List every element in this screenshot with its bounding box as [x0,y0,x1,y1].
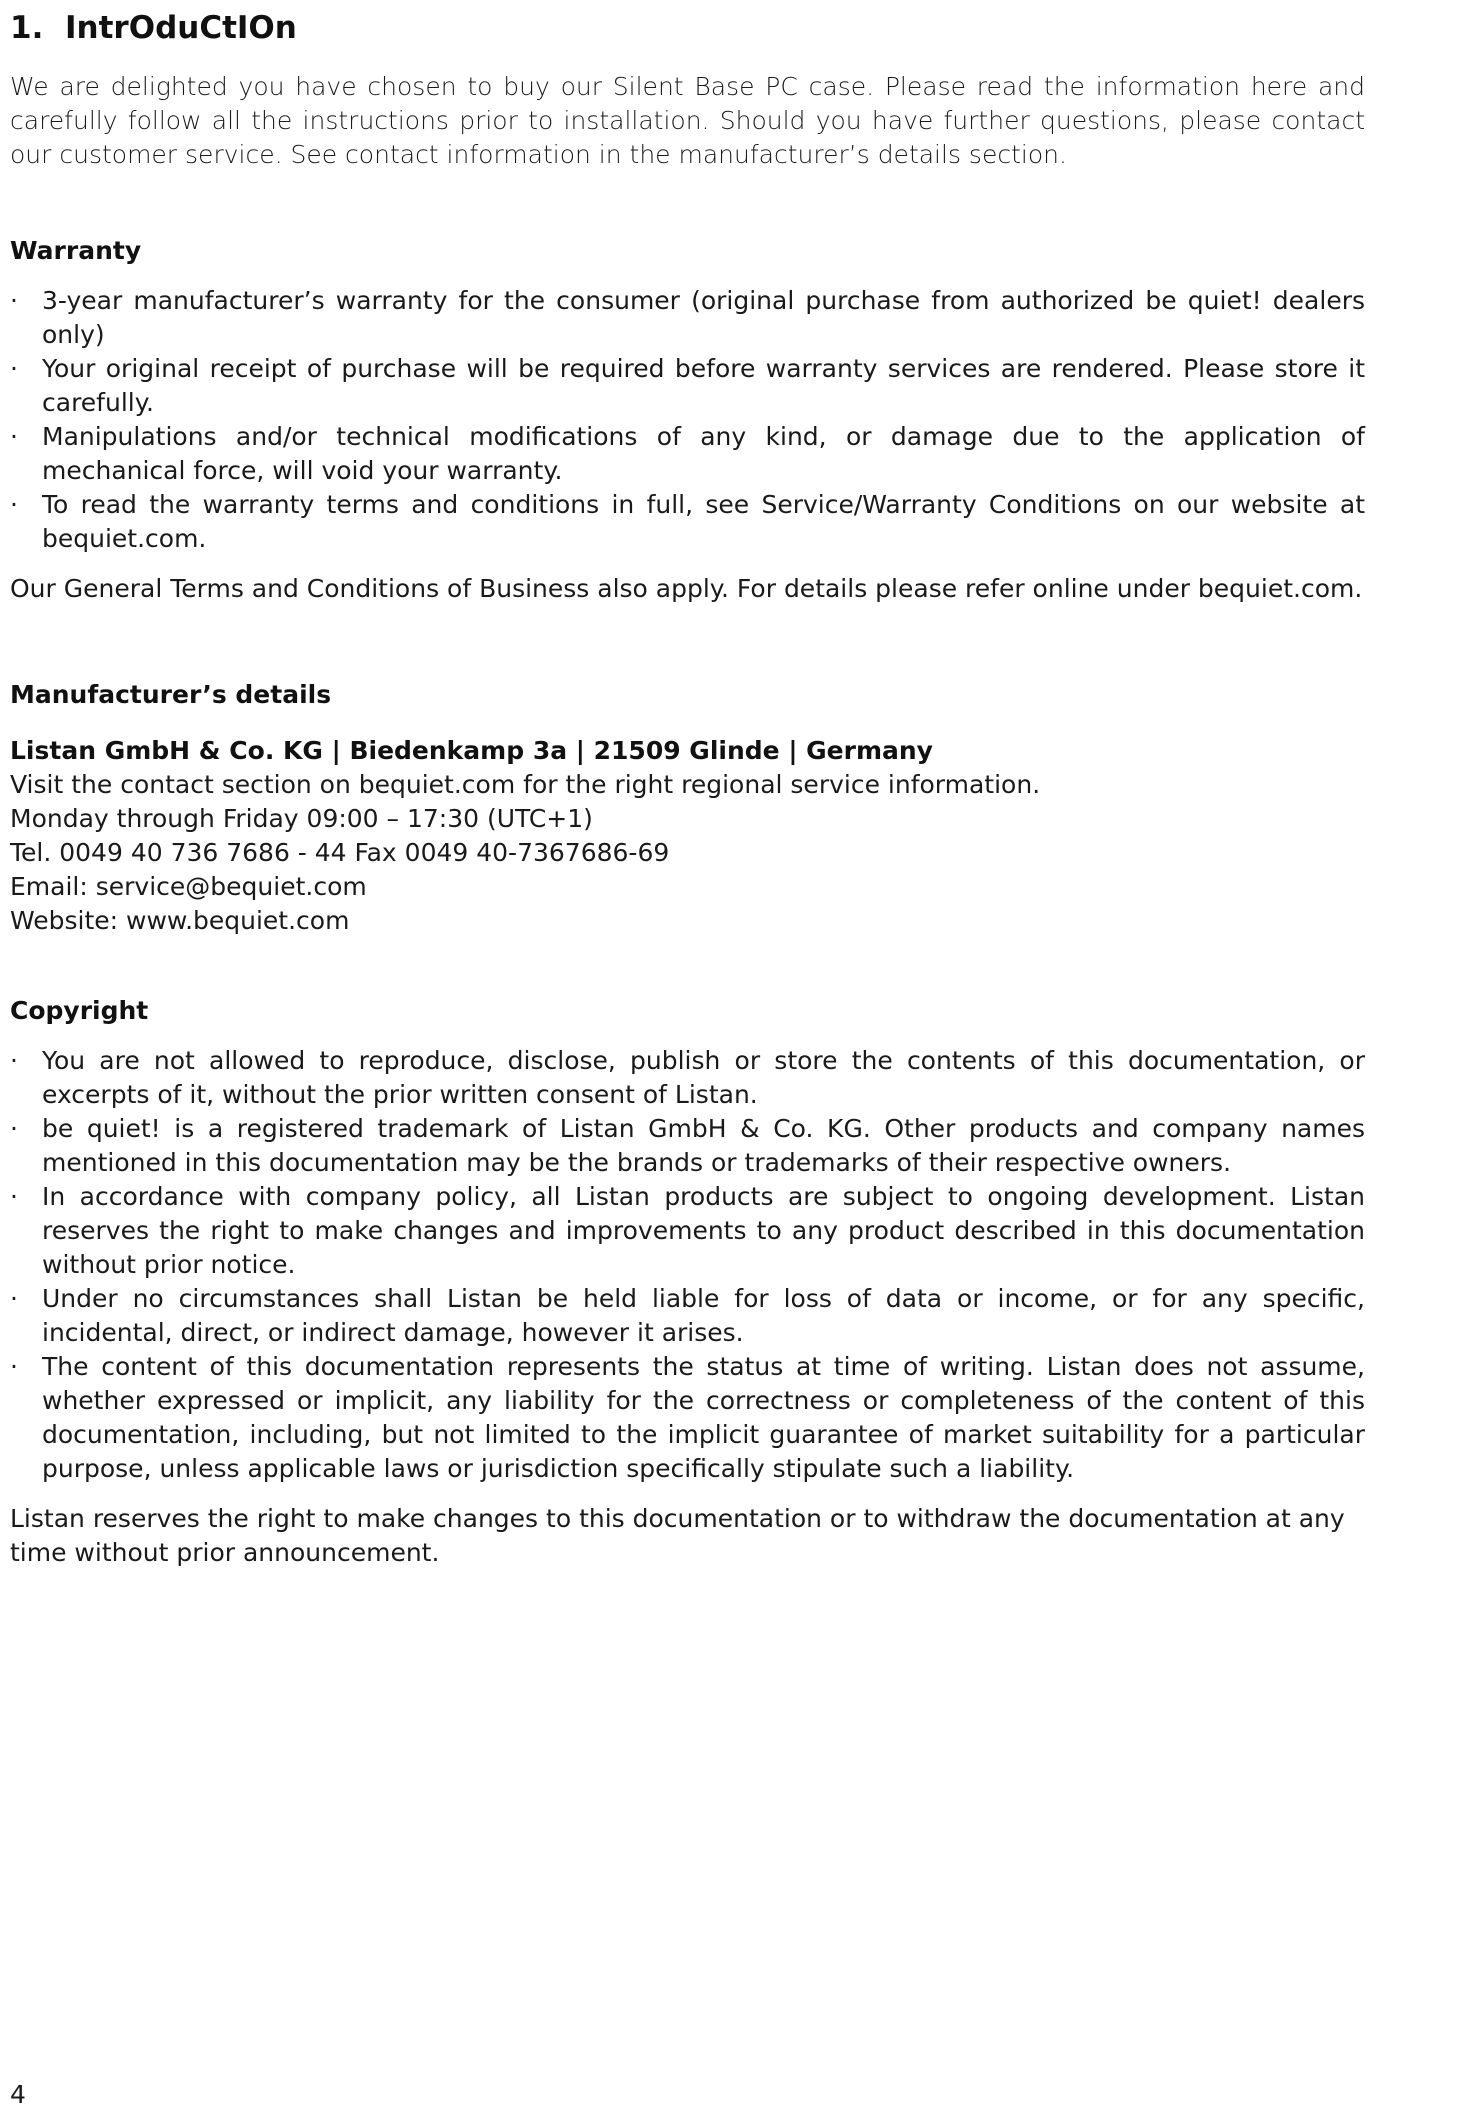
section-number: 1. [10,10,44,46]
intro-paragraph: We are delighted you have chosen to buy our Silent Base PC case. Please read the information here and carefully follow all the instructions prior to installation. Should you have further questions, please contact our customer service. See contact information in the manufacturer’s details section. [10,72,1365,169]
list-item-text: Under no circumstances shall Listan be held liable for loss of data or income, or for any specific, incidental, direct, or indirect damage, however it arises. [42,1284,1365,1347]
bullet-dot: · [10,1182,18,1211]
bullet-dot: · [10,1046,18,1075]
manufacturer-email: Email: service@bequiet.com [10,872,367,901]
list-item-text: 3-year manufacturer’s warranty for the consumer (original purchase from authorized be quiet! dealers only) [42,286,1365,349]
list-item [10,1112,1365,1180]
copyright-footer: Listan reserves the right to make changes to this documentation or to withdraw the documentation at any time without prior announcement. [10,1504,1345,1567]
warranty-footer: Our General Terms and Conditions of Business also apply. For details please refer online under bequiet.com. [10,574,1363,603]
warranty-title: Warranty [10,236,142,265]
list-item-text: The content of this documentation represents the status at time of writing. Listan does not assume, whether expressed or implicit, any liability for the correctness or completeness of the content of this documentation, including, but not limited to the implicit guarantee of market suitability for a particular purpose, unless applicable laws or jurisdiction specifically stipulate such a liability. [42,1352,1365,1483]
section-heading [10,8,1365,48]
list-item [10,1180,1365,1282]
list-item-text: To read the warranty terms and conditions in full, see Service/Warranty Conditions on our website at bequiet.com. [42,490,1365,553]
section-title: IntrOduCtIOn [65,10,297,46]
list-item-text: You are not allowed to reproduce, disclose, publish or store the contents of this documentation, or excerpts of it, without the prior written consent of Listan. [42,1046,1365,1109]
manufacturer-website: Website: www.bequiet.com [10,906,350,935]
manufacturer-title: Manufacturer’s details [10,680,332,709]
manufacturer-phone-fax: Tel. 0049 40 736 7686 - 44 Fax 0049 40-7367686-69 [10,838,670,867]
bullet-dot: · [10,1114,18,1143]
copyright-title: Copyright [10,996,149,1025]
list-item [10,352,1365,420]
list-item [10,488,1365,556]
page-content [10,8,1365,1570]
list-item [10,1282,1365,1350]
list-item [10,420,1365,488]
manufacturer-hours: Monday through Friday 09:00 – 17:30 (UTC+1) [10,804,593,833]
bullet-dot: · [10,286,18,315]
list-item-text: Your original receipt of purchase will be required before warranty services are rendered. Please store it carefully. [42,354,1365,417]
list-item [10,1044,1365,1112]
bullet-dot: · [10,422,18,451]
bullet-dot: · [10,490,18,519]
list-item-text: Manipulations and/or technical modifications of any kind, or damage due to the application of mechanical force, will void your warranty. [42,422,1365,485]
page-number: 4 [10,2080,26,2109]
manufacturer-service-info: Visit the contact section on bequiet.com for the right regional service information. [10,770,1041,799]
warranty-list [10,284,1365,556]
list-item [10,1350,1365,1486]
bullet-dot: · [10,1284,18,1313]
list-item-text: be quiet! is a registered trademark of Listan GmbH & Co. KG. Other products and company names mentioned in this documentation may be the brands or trademarks of their respective owners. [42,1114,1365,1177]
list-item-text: In accordance with company policy, all Listan products are subject to ongoing development. Listan reserves the right to make changes and improvements to any product described in this documentation without prior notice. [42,1182,1365,1279]
bullet-dot: · [10,1352,18,1381]
list-item [10,284,1365,352]
copyright-list [10,1044,1365,1486]
bullet-dot: · [10,354,18,383]
manufacturer-address: Listan GmbH & Co. KG | Biedenkamp 3a | 21509 Glinde | Germany [10,736,933,765]
